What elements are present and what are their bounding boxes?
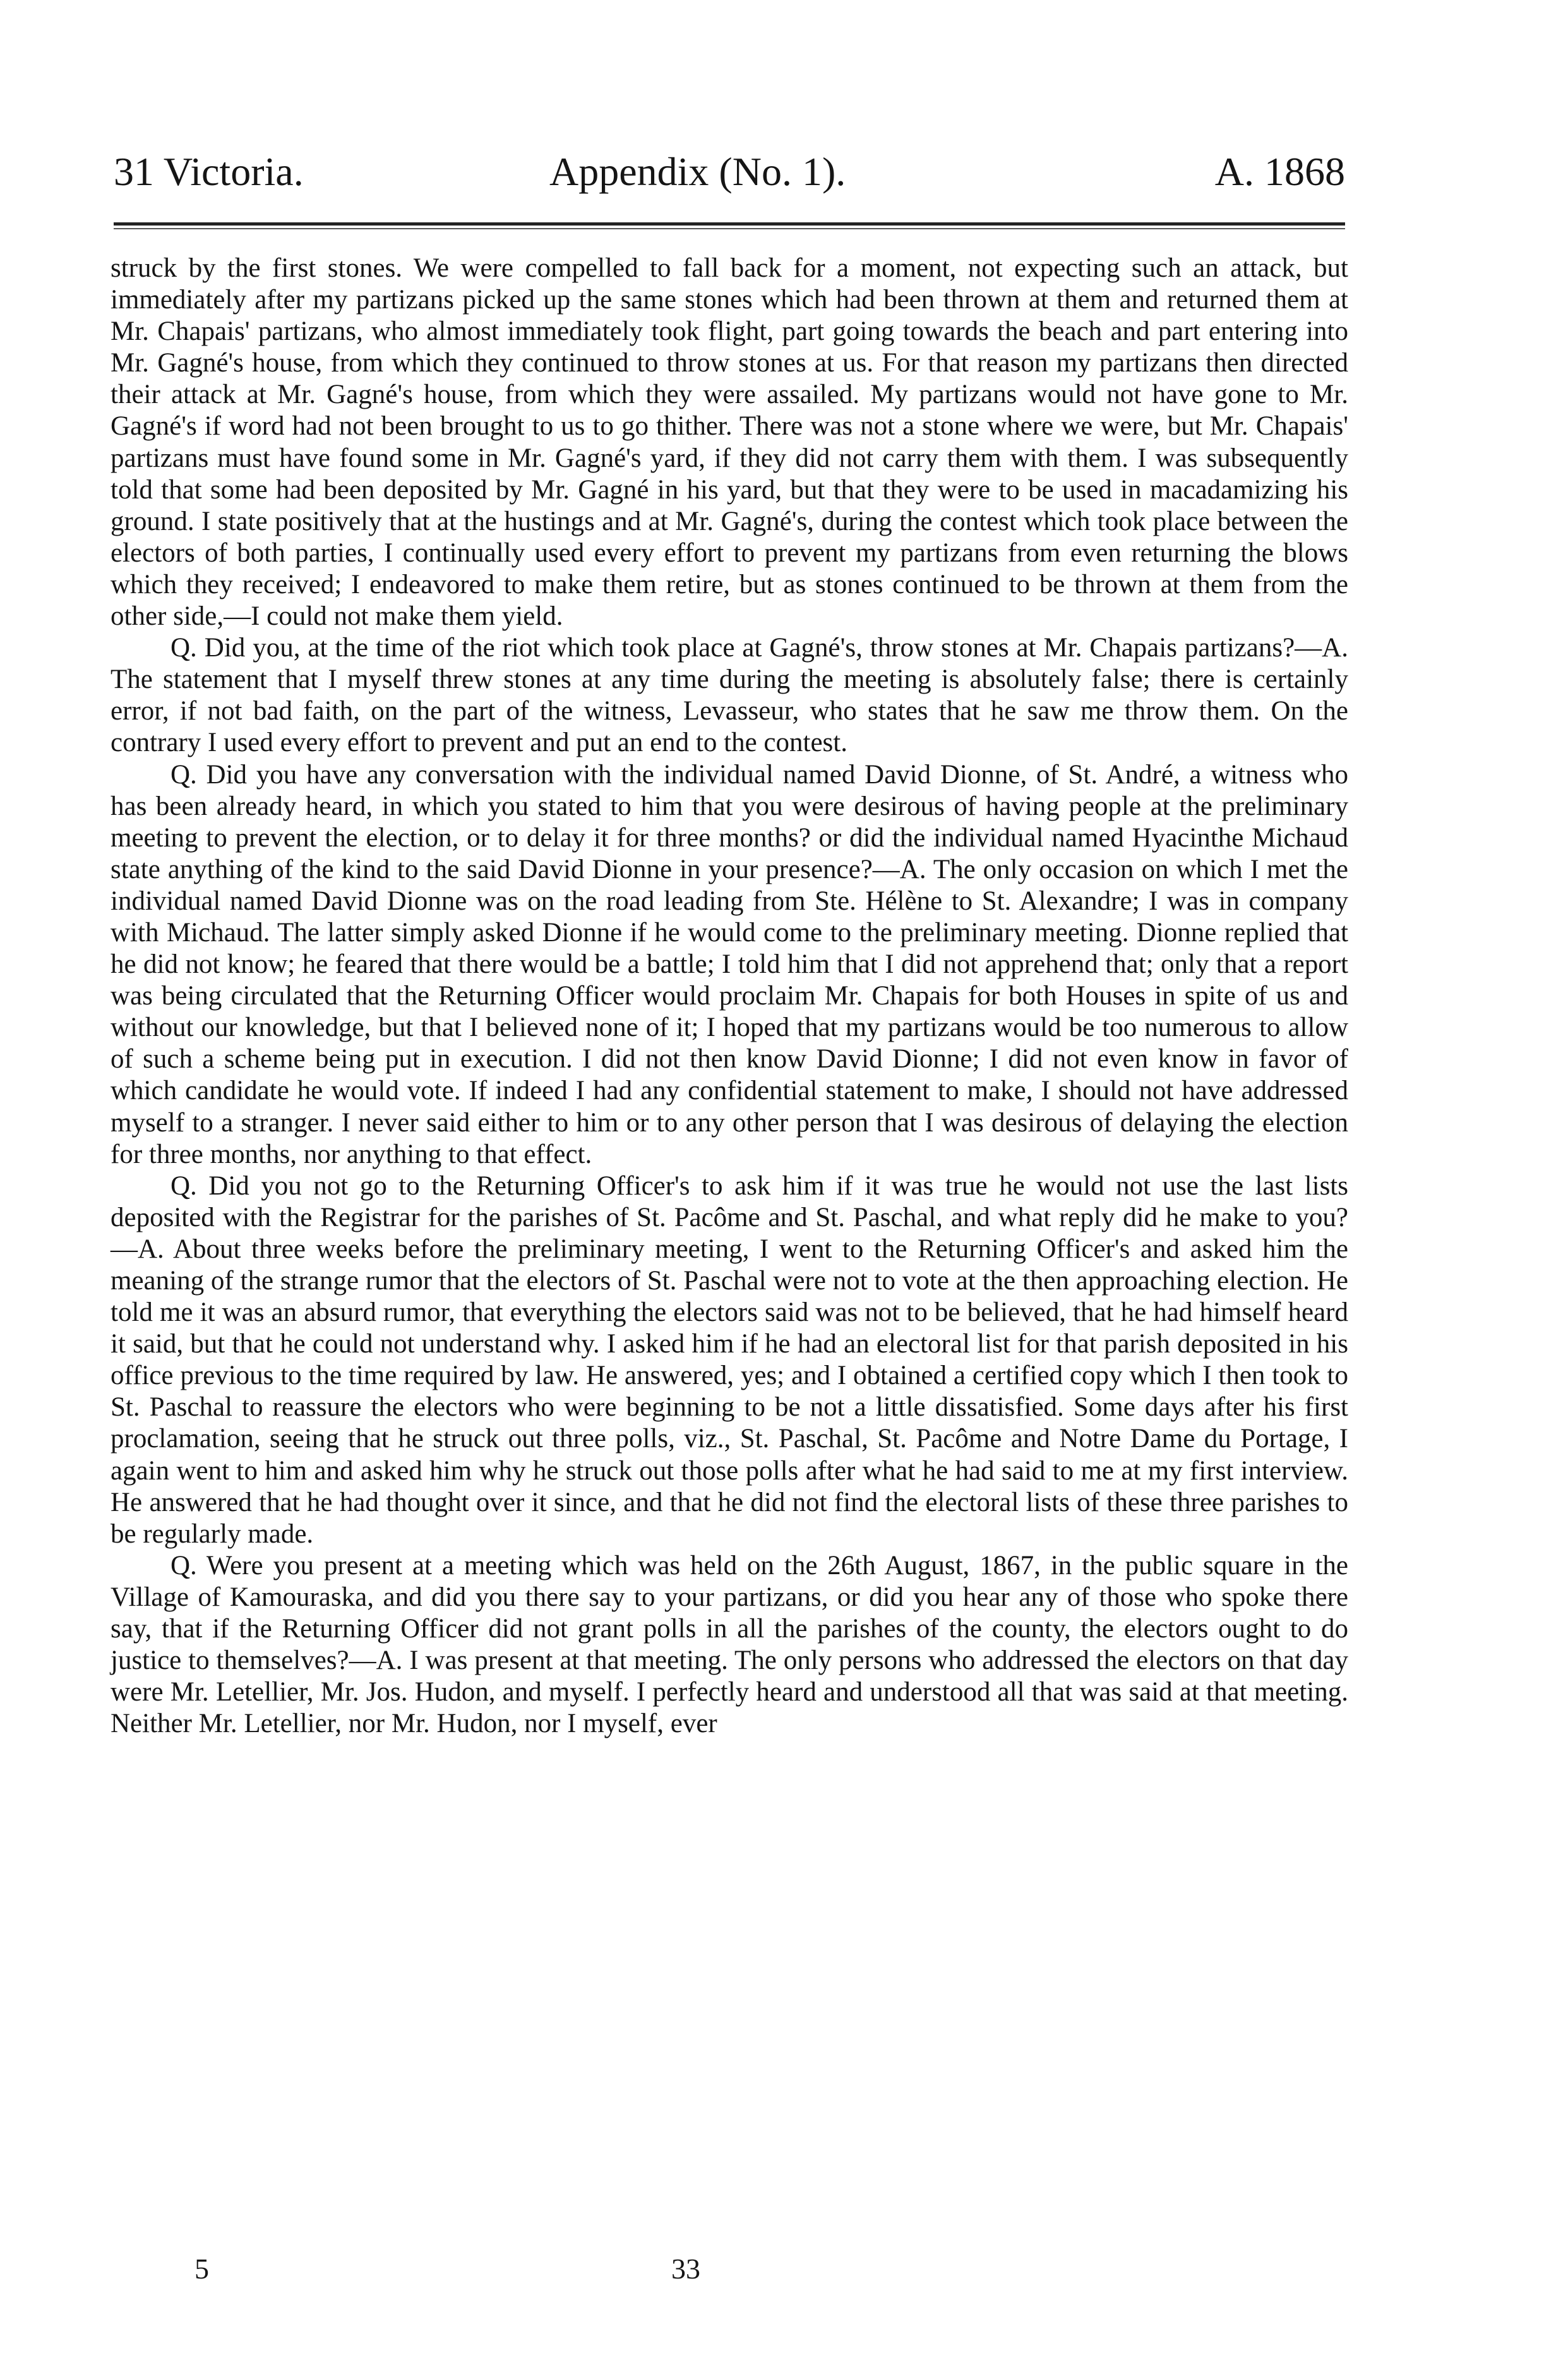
paragraph-question-2: Q. Did you have any conversation with the individual named David Dionne, of St. André, a witness who has been already heard, in which you stated to him that you were desirous of having people at the preliminary meeting to prevent the election, or to delay it for three months? or did the individual named Hyacinthe Michaud state anything of the kind to the said David Dionne in your presence?—A. The only occasion on which I met the individual named David Dionne was on the road leading from Ste. Hélène to St. Alexandre; I was in company with Michaud. The latter simply asked Dionne if he would come to the preliminary meeting. Dionne replied that he did not know; he feared that there would be a battle; I told him that I did not apprehend that; only that a report was being circulated that the Returning Officer would proclaim Mr. Chapais for both Houses in spite of us and without our knowledge, but that I believed none of it; I hoped that my partizans would be too numerous to allow of such a scheme being put in execution. I did not then know David Dionne; I did not even know in favor of which candidate he would vote. If indeed I had any confidential statement to make, I should not have addressed myself to a stranger. I never said either to him or to any other person that I was desirous of delaying the election for three months, nor anything to that effect. — [111, 759, 1348, 1169]
page-number: 33 — [671, 2253, 700, 2285]
header-year: A. 1868 — [1214, 149, 1345, 194]
paragraph-question-1: Q. Did you, at the time of the riot which took place at Gagné's, throw stones at Mr. Chapais partizans?—A. The statement that I myself threw stones at any time during the meeting is absolutely false; there is certainly error, if not bad faith, on the part of the witness, Levasseur, who states that he saw me throw them. On the contrary I used every effort to prevent and put an end to the contest. — [111, 633, 1348, 758]
paragraph-continuation: struck by the first stones. We were compelled to fall back for a moment, not expecting such an attack, but immediately after my partizans picked up the same stones which had been thrown at them and returned them at Mr. Chapais' partizans, who almost immediately took flight, part going towards the beach and part entering into Mr. Gagné's house, from which they continued to throw stones at us. For that reason my partizans then directed their attack at Mr. Gagné's house, from which they were assailed. My partizans would not have gone to Mr. Gagné's if word had not been brought to us to go thither. There was not a stone where we were, but Mr. Chapais' partizans must have found some in Mr. Gagné's yard, if they did not carry them with them. I was subsequently told that some had been deposited by Mr. Gagné in his yard, but that they were to be used in macadamizing his ground. I state positively that at the hustings and at Mr. Gagné's, during the contest which took place between the electors of both parties, I continually used every effort to prevent my partizans from even returning the blows which they received; I endeavored to make them retire, but as stones continued to be thrown at them from the other side,—I could not make them yield. — [111, 253, 1348, 632]
header-rule — [114, 222, 1345, 229]
body-text — [111, 253, 1348, 1740]
paragraph-question-4: Q. Were you present at a meeting which was held on the 26th August, 1867, in the public square in the Village of Kamouraska, and did you there say to your partizans, or did you hear any of those who spoke there say, that if the Returning Officer did not grant polls in all the parishes of the county, the electors ought to do justice to themselves?—A. I was present at that meeting. The only persons who addressed the electors on that day were Mr. Letellier, Mr. Jos. Hudon, and myself. I perfectly heard and understood all that was said at that meeting. Neither Mr. Letellier, nor Mr. Hudon, nor I myself, ever — [111, 1550, 1348, 1739]
page-footer — [114, 2252, 1345, 2290]
signature-mark: 5 — [195, 2253, 209, 2285]
header-session: 31 Victoria. — [114, 149, 304, 194]
header-appendix: Appendix (No. 1). — [549, 149, 846, 194]
paragraph-question-3: Q. Did you not go to the Returning Officer's to ask him if it was true he would not use the last lists deposited with the Registrar for the parishes of St. Pacôme and St. Paschal, and what reply did he make to you?—A. About three weeks before the preliminary meeting, I went to the Returning Officer's and asked him the meaning of the strange rumor that the electors of St. Paschal were not to vote at the then approaching election. He told me it was an absurd rumor, that everything the electors said was not to be believed, that he had himself heard it said, but that he could not understand why. I asked him if he had an electoral list for that parish deposited in his office previous to the time required by law. He answered, yes; and I obtained a certified copy which I then took to St. Paschal to reassure the electors who were beginning to be not a little dissatisfied. Some days after his first proclamation, seeing that he struck out three polls, viz., St. Paschal, St. Pacôme and Notre Dame du Portage, I again went to him and asked him why he struck out those polls after what he had said to me at my first interview. He answered that he had thought over it since, and that he did not find the electoral lists of these three parishes to be regularly made. — [111, 1171, 1348, 1549]
running-header — [114, 148, 1345, 199]
